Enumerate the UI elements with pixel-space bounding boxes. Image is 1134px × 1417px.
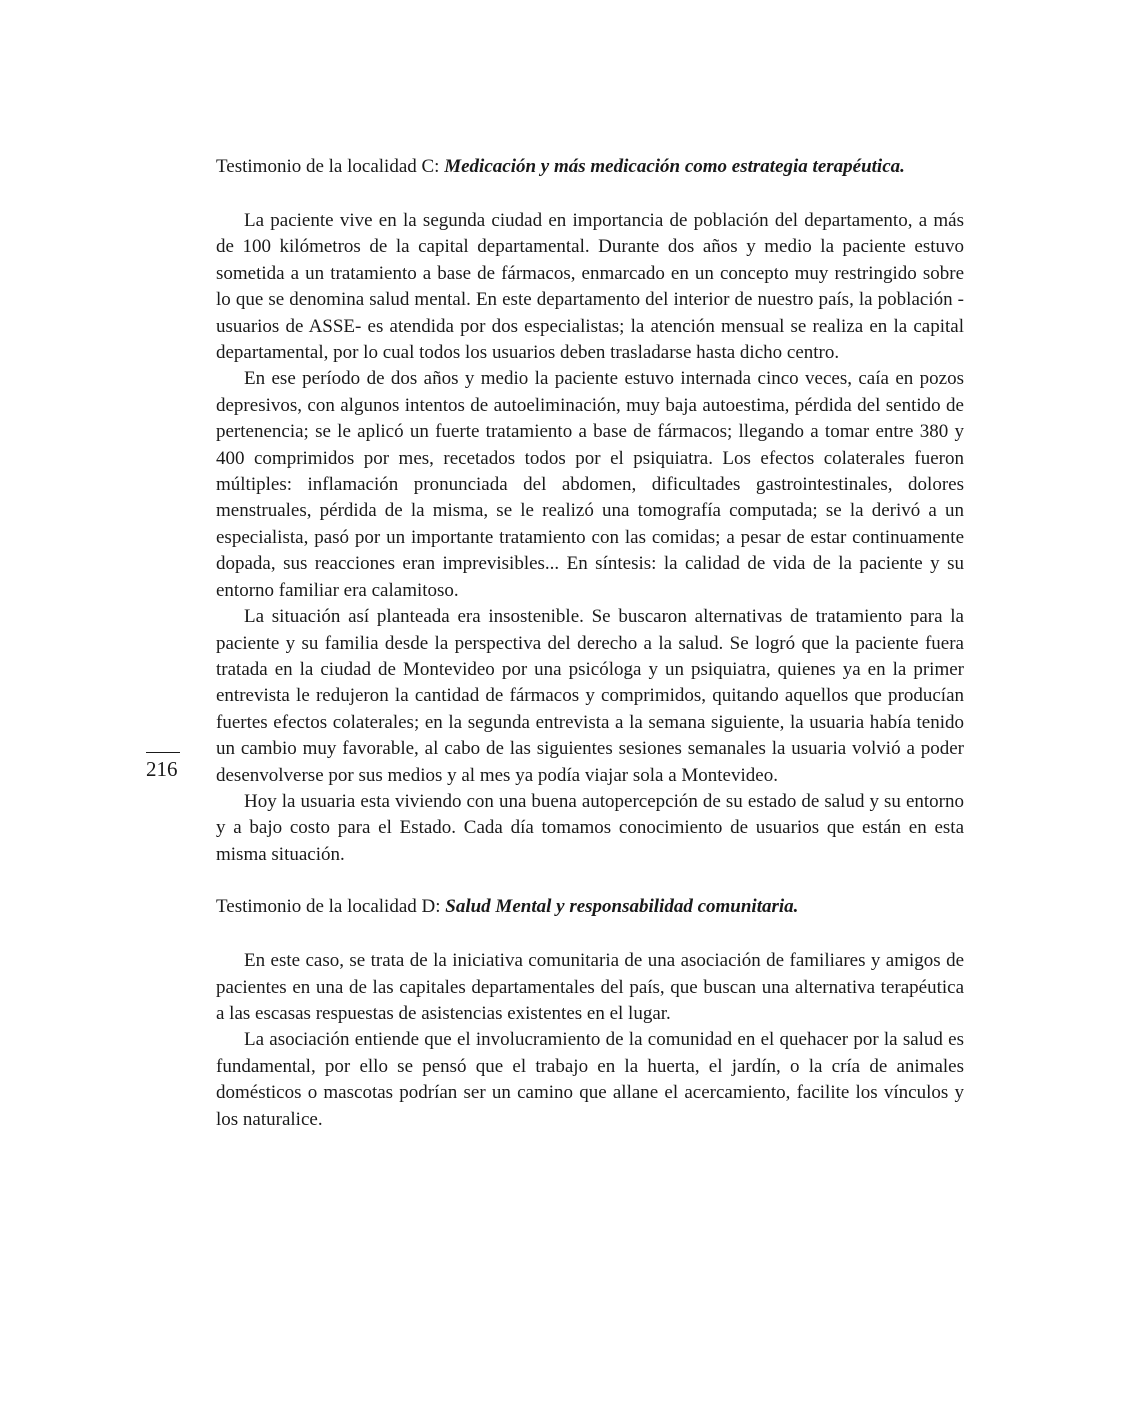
- section-c-paragraph-1: La paciente vive en la segunda ciudad en importancia de población del departamento, a más de 100 kilómetros de la capital departamental. Durante dos años y medio la paciente estuvo sometida a un tratamiento a base de fármacos, enmarcado en un concepto muy restringido sobre lo que se denomina salud mental. En este departamento del interior de nuestro país, la población - usuarios de ASSE- es atendida por dos especialistas; la atención mensual se realiza en la capital departamental, por lo cual todos los usuarios deben trasladarse hasta dicho centro.: [216, 210, 964, 364]
- section-c-heading-title: Medicación y más medicación como estrategia terapéutica.: [444, 156, 905, 177]
- section-c-body: [216, 208, 964, 868]
- section-d-body: [216, 948, 964, 1133]
- section-d-paragraph-2: La asociación entiende que el involucramiento de la comunidad en el quehacer por la salud es fundamental, por ello se pensó que el trabajo en la huerta, el jardín, o la cría de animales domésticos o mascotas podrían ser un camino que allane el acercamiento, facilite los vínculos y los naturalice.: [216, 1029, 964, 1130]
- section-c-paragraph-2: En ese período de dos años y medio la paciente estuvo internada cinco veces, caía en pozos depresivos, con algunos intentos de autoeliminación, muy baja autoestima, pérdida del sentido de pertenencia; se le aplicó un fuerte tratamiento a base de fármacos; llegando a tomar entre 380 y 400 comprimidos por mes, recetados todos por el psiquiatra. Los efectos colaterales fueron múltiples: inflamación pronunciada del abdomen, dificultades gastrointestinales, dolores menstruales, pérdida de la misma, se le realizó una tomografía computada; se la derivó a un especialista, pasó por un importante tratamiento con las comidas; a pesar de estar continuamente dopada, sus reacciones eran imprevisibles... En síntesis: la calidad de vida de la paciente y su entorno familiar era calamitoso.: [216, 368, 964, 601]
- section-d-heading-title: Salud Mental y responsabilidad comunitaria.: [445, 896, 799, 918]
- section-c-paragraph-4: Hoy la usuaria esta viviendo con una buena autopercepción de su estado de salud y su entorno y a bajo costo para el Estado. Cada día tomamos conocimiento de usuarios que están en esta misma situación.: [216, 790, 964, 865]
- page-number: 216: [146, 757, 178, 781]
- section-c-heading-lead: Testimonio de la localidad C:: [216, 156, 445, 177]
- section-c-paragraph-3: La situación así planteada era insostenible. Se buscaron alternativas de tratamiento para la paciente y su familia desde la perspectiva del derecho a la salud. Se logró que la paciente fuera tratada en la ciudad de Montevideo por una psicóloga y un psiquiatra, quienes ya en la primer entrevista le redujeron la cantidad de fármacos y comprimidos, quitando aquellos que producían fuertes efectos colaterales; en la segunda entrevista a la semana siguiente, la usuaria había tenido un cambio muy favorable, al cabo de las siguientes sesiones semanales la usuaria volvió a poder desenvolverse por sus medios y al mes ya podía viajar sola a Montevideo.: [216, 606, 964, 786]
- section-c-heading: [216, 154, 964, 180]
- page-body: [216, 154, 964, 1133]
- section-d-heading: [216, 894, 964, 920]
- section-d-heading-lead: Testimonio de la localidad D:: [216, 896, 446, 918]
- page-number-rule: [146, 752, 180, 753]
- section-d-paragraph-1: En este caso, se trata de la iniciativa comunitaria de una asociación de familiares y amigos de pacientes en una de las capitales departamentales del país, que buscan una alternativa terapéutica a las escasas respuestas de asistencias existentes en el lugar.: [216, 950, 964, 1024]
- page-number-block: [146, 752, 182, 781]
